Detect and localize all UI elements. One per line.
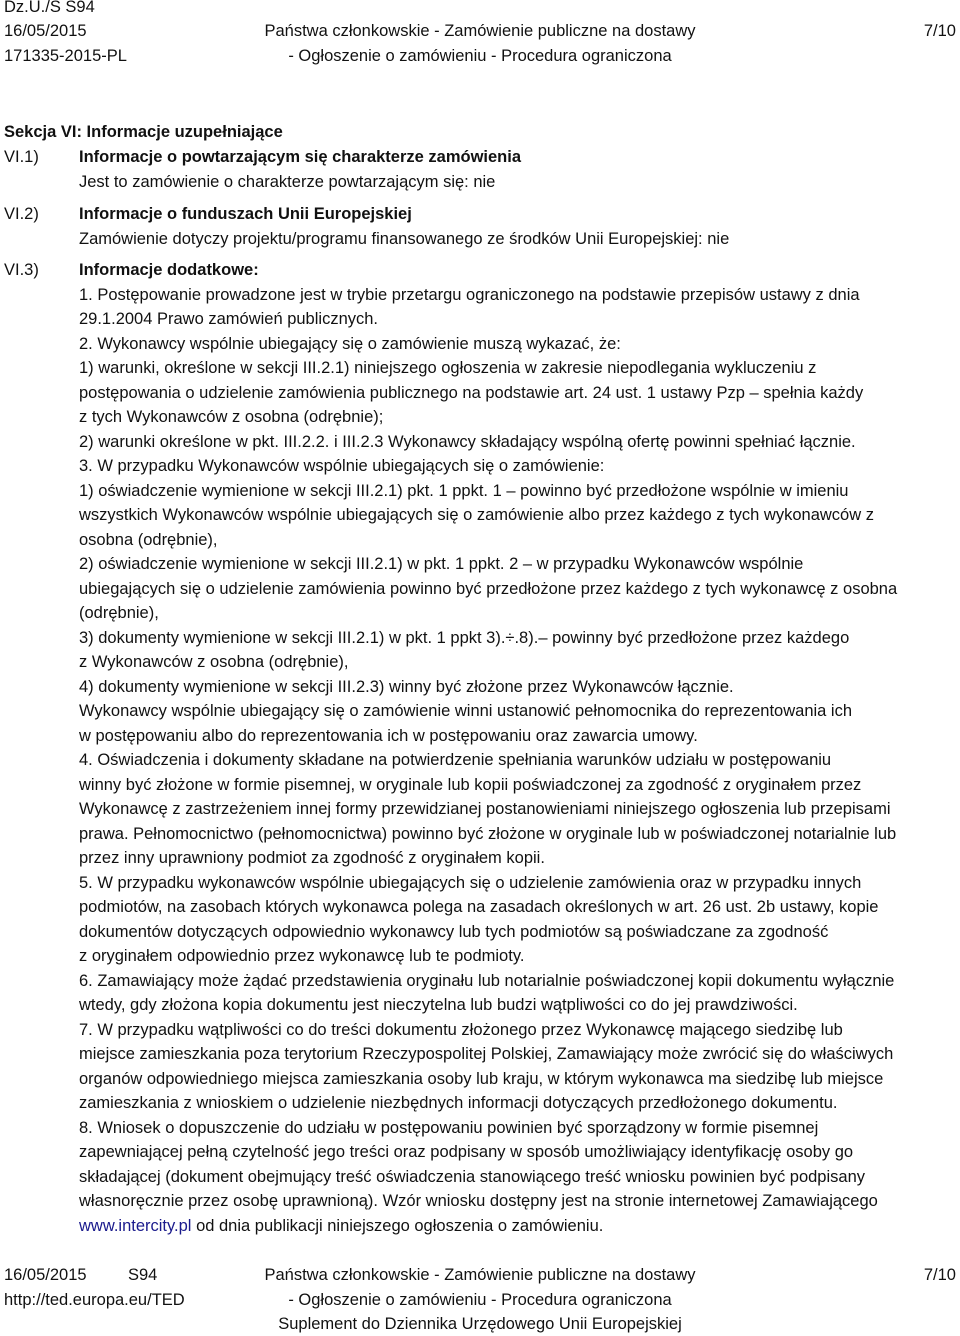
additional-information-text — [79, 283, 959, 1214]
item-vi1 — [79, 145, 959, 194]
body-line: z tych Wykonawców z osobna (odrębnie); — [79, 408, 384, 426]
body-line: składającej (dokument obejmujący treść oświadczenia stanowiącego treść wniosku powinien być podpisany — [79, 1167, 865, 1186]
footer-page-number: 7/10 — [923, 1266, 956, 1284]
header-notice-number: 171335-2015-PL — [4, 47, 127, 65]
item-number-vi1: VI.1) — [4, 148, 39, 166]
item-vi2 — [79, 202, 959, 251]
body-line: 2) oświadczenie wymienione w sekcji III.2.1) w pkt. 1 ppkt. 2 – w przypadku Wykonawców wspólnie — [79, 555, 804, 573]
item-heading: Informacje dodatkowe: — [79, 261, 259, 279]
intercity-link[interactable]: www.intercity.pl — [79, 1216, 192, 1235]
footer-subtitle: - Ogłoszenie o zamówieniu - Procedura ograniczona — [288, 1291, 672, 1309]
body-line: Wykonawcy wspólnie ubiegający się o zamówienie winni ustanowić pełnomocnika do reprezentowania ich — [79, 702, 853, 720]
body-line: 1) oświadczenie wymienione w sekcji III.2.1) pkt. 1 ppkt. 1 – powinno być przedłożone wspólnie w imieniu — [79, 481, 849, 500]
body-line: 4) dokumenty wymienione w sekcji III.2.3) winny być złożone przez Wykonawców łącznie. — [79, 677, 734, 696]
section-title: Sekcja VI: Informacje uzupełniające — [4, 123, 283, 141]
body-line: wtedy, gdy złożona kopia dokumentu jest nieczytelna lub budzi wątpliwości co do jej prawdziwości. — [79, 996, 798, 1014]
body-line: 6. Zamawiający może żądać przedstawienia oryginału lub notarialnie poświadczonej kopii dokumentu wyłącznie — [79, 971, 895, 990]
body-line: własnoręcznie przez osobę uprawnioną). Wzór wniosku dostępny jest na stronie internetowej Zamawiającego — [79, 1192, 878, 1210]
item-text: Zamówienie dotyczy projektu/programu finansowanego ze środków Unii Europejskiej: nie — [79, 229, 730, 248]
footer-title: Państwa członkowskie - Zamówienie publiczne na dostawy — [264, 1266, 696, 1284]
body-line: prawa. Pełnomocnictwo (pełnomocnictwa) powinno być złożone w oryginale lub w poświadczonej notarialnie lub — [79, 824, 897, 843]
body-line: organów odpowiedniego miejsca zamieszkania osoby lub kraju, w którym wykonawca ma siedzibę lub miejsce — [79, 1069, 884, 1088]
journal-reference: Dz.U./S S94 — [4, 0, 95, 16]
footer-issue: S94 — [128, 1266, 158, 1284]
body-line: zamieszkania z wnioskiem o udzielenie niezbędnych informacji dotyczących przedłożonego dokumentu. — [79, 1094, 838, 1112]
body-line: 1. Postępowanie prowadzone jest w trybie przetargu ograniczonego na podstawie przepisów ustawy z dnia — [79, 285, 860, 304]
body-line: z Wykonawców z osobna (odrębnie), — [79, 653, 349, 671]
item-heading: Informacje o funduszach Unii Europejskiej — [79, 205, 412, 223]
body-line: przez inny uprawniony podmiot za zgodność z oryginałem kopii. — [79, 849, 545, 867]
body-line: 3) dokumenty wymienione w sekcji III.2.1) w pkt. 1 ppkt 3).÷.8).– powinny być przedłożone przez każdego — [79, 628, 850, 647]
header-page-number: 7/10 — [923, 22, 956, 40]
body-last-line-text: od dnia publikacji niniejszego ogłoszenia o zamówieniu. — [191, 1216, 604, 1235]
body-line: 2) warunki określone w pkt. III.2.2. i III.2.3 Wykonawcy składający wspólną ofertę powinni spełniać łącznie. — [79, 432, 856, 451]
body-line: zapewniającej pełną czytelność jego treści oraz podpisany w sposób umożliwiający identyfikację osoby go — [79, 1143, 854, 1161]
body-line: 4. Oświadczenia i dokumenty składane na potwierdzenie spełniania warunków udziału w postępowaniu — [79, 751, 832, 769]
footer-supplement: Suplement do Dziennika Urzędowego Unii Europejskiej — [278, 1315, 682, 1333]
header-title: Państwa członkowskie - Zamówienie publiczne na dostawy — [264, 22, 696, 40]
body-line: postępowania o udzielenie zamówienia publicznego na podstawie art. 24 ust. 1 ustawy Pzp – spełnia każdy — [79, 383, 864, 402]
item-vi3 — [79, 258, 959, 1238]
body-line: 5. W przypadku wykonawców wspólnie ubiegających się o udzielenie zamówienia oraz w przypadku innych — [79, 873, 862, 892]
body-line: (odrębnie), — [79, 604, 159, 622]
body-line: 29.1.2004 Prawo zamówień publicznych. — [79, 310, 379, 328]
item-number-vi3: VI.3) — [4, 261, 39, 279]
header-date: 16/05/2015 — [4, 22, 87, 40]
body-line: 1) warunki, określone w sekcji III.2.1) niniejszego ogłoszenia w zakresie niepodlegania wykluczeniu z — [79, 359, 817, 377]
body-line: z oryginałem odpowiednio przez wykonawcę lub te podmioty. — [79, 947, 525, 965]
body-line: wszystkich Wykonawców wspólnie ubiegających się o zamówienie albo przez każdego z tych wykonawców z — [79, 506, 874, 524]
body-line: Wykonawcę z zastrzeżeniem innej formy przewidzianej postanowieniami niniejszego ogłoszenia lub przepisami — [79, 800, 891, 818]
body-line: osobna (odrębnie), — [79, 530, 218, 549]
item-number-vi2: VI.2) — [4, 205, 39, 223]
body-line: ubiegających się o udzielenie zamówienia powinno być przedłożone przez każdego z tych wykonawcę z osobna — [79, 579, 898, 598]
footer-date: 16/05/2015 — [4, 1266, 87, 1284]
body-line: dokumentów dotyczących odpowiednio wykonawcy lub tych podmiotów są poświadczane za zgodność — [79, 922, 829, 941]
body-line: miejsce zamieszkania poza terytorium Rzeczypospolitej Polskiej, Zamawiający może zwrócić się do właściwych — [79, 1045, 894, 1063]
body-line: 2. Wykonawcy wspólnie ubiegający się o zamówienie muszą wykazać, że: — [79, 334, 621, 353]
header-subtitle: - Ogłoszenie o zamówieniu - Procedura ograniczona — [288, 47, 672, 65]
body-line: podmiotów, na zasobach których wykonawca polega na zasadach określonych w art. 26 ust. 2b ustawy, kopie — [79, 898, 879, 916]
body-line: winny być złożone w formie pisemnej, w oryginale lub kopii poświadczonej za zgodność z oryginałem przez — [79, 775, 862, 794]
footer-url: http://ted.europa.eu/TED — [4, 1291, 185, 1309]
item-text: Jest to zamówienie o charakterze powtarzającym się: nie — [79, 172, 496, 191]
body-line: 7. W przypadku wątpliwości co do treści dokumentu złożonego przez Wykonawcę mającego siedzibę lub — [79, 1020, 843, 1039]
body-last-line — [79, 1214, 959, 1239]
body-line: 3. W przypadku Wykonawców wspólnie ubiegających się o zamówienie: — [79, 457, 605, 475]
body-line: w postępowaniu albo do reprezentowania ich w postępowaniu oraz zawarcia umowy. — [79, 726, 698, 745]
body-line: 8. Wniosek o dopuszczenie do udziału w postępowaniu powinien być sporządzony w formie pisemnej — [79, 1118, 819, 1137]
item-heading: Informacje o powtarzającym się charakterze zamówienia — [79, 148, 522, 166]
